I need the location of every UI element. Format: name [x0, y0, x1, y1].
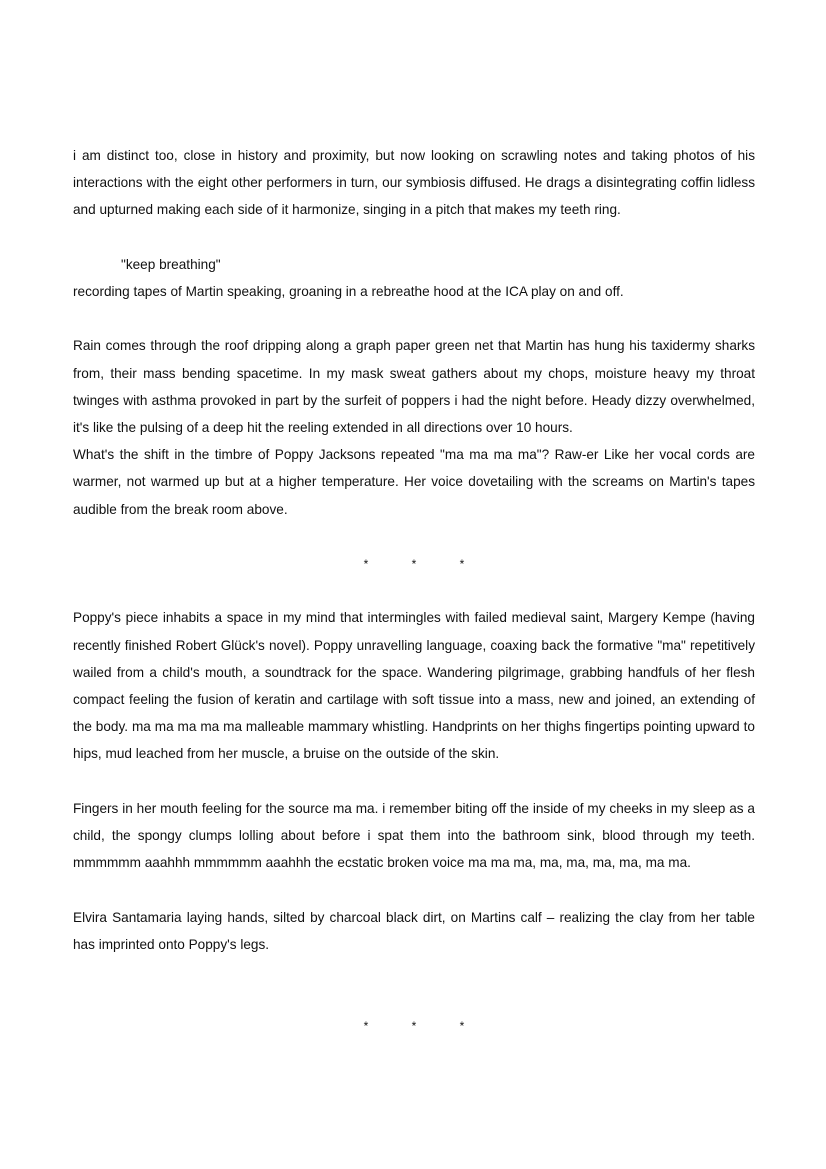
paragraph-gap: [73, 577, 755, 604]
paragraph-3: Rain comes through the roof dripping along a graph paper green net that Martin has hung his taxidermy sharks from, their mass bending spacetime. In my mask sweat gathers about my chops, moisture heavy my throat twinges with asthma provoked in part by the surfeit of poppers i had the night before. Heady dizzy overwhelmed, it's like the pulsing of a deep hit the reeling extended in all directions over 10 hours.: [73, 338, 755, 435]
paragraph-gap: [73, 876, 755, 903]
section-break-asterisk: *: [459, 557, 465, 571]
paragraph-7: Elvira Santamaria laying hands, silted by charcoal black dirt, on Martins calf – realizing the clay from her table has imprinted onto Poppy's legs.: [73, 909, 755, 952]
quote-line: "keep breathing": [121, 256, 221, 272]
paragraph-gap: [73, 958, 755, 985]
paragraph-4: What's the shift in the timbre of Poppy Jacksons repeated "ma ma ma ma"? Raw-er Like her vocal cords are warmer, not warmed up but at a higher temperature. Her voice dovetailing with the screams on Martin's tapes audible from the break room above.: [73, 447, 755, 517]
section-break-asterisk: *: [411, 557, 417, 571]
paragraph-gap: [73, 768, 755, 795]
paragraph-gap: [73, 224, 755, 251]
paragraph-gap: [73, 523, 755, 550]
document-page: [73, 142, 755, 1040]
paragraph-5: Poppy's piece inhabits a space in my mind that intermingles with failed medieval saint, Margery Kempe (having recently finished Robert Glück's novel). Poppy unravelling language, coaxing back the formative "ma" repetitively wailed from a child's mouth, a soundtrack for the space. Wandering pilgrimage, grabbing handfuls of her flesh compact feeling the fusion of keratin and cartilage with soft tissue into a mass, new and joined, an extending of the body. ma ma ma ma ma malleable mammary whistling. Handprints on her thighs fingertips pointing upward to hips, mud leached from her muscle, a bruise on the outside of the skin.: [73, 610, 755, 762]
section-break: [73, 1012, 755, 1039]
section-break-asterisk: *: [363, 1019, 369, 1034]
section-break-asterisk: *: [459, 1019, 465, 1034]
section-break: [73, 550, 755, 577]
paragraph-6: Fingers in her mouth feeling for the source ma ma. i remember biting off the inside of my cheeks in my sleep as a child, the spongy clumps lolling about before i spat them into the bathroom sink, blood through my teeth. mmmmmm aaahhh mmmmmm aaahhh the ecstatic broken voice ma ma ma, ma, ma, ma, ma, ma ma.: [73, 800, 755, 871]
paragraph-1: i am distinct too, close in history and proximity, but now looking on scrawling notes and taking photos of his interactions with the eight other performers in turn, our symbiosis diffused. He drags a disintegrating coffin lidless and upturned making each side of it harmonize, singing in a pitch that makes my teeth ring.: [73, 148, 755, 218]
paragraph-gap: [73, 985, 755, 1012]
section-break-asterisk: *: [411, 1019, 417, 1034]
paragraph-gap: [73, 305, 755, 332]
section-break-asterisk: *: [363, 557, 369, 571]
paragraph-2: recording tapes of Martin speaking, groaning in a rebreathe hood at the ICA play on and off.: [73, 284, 624, 299]
